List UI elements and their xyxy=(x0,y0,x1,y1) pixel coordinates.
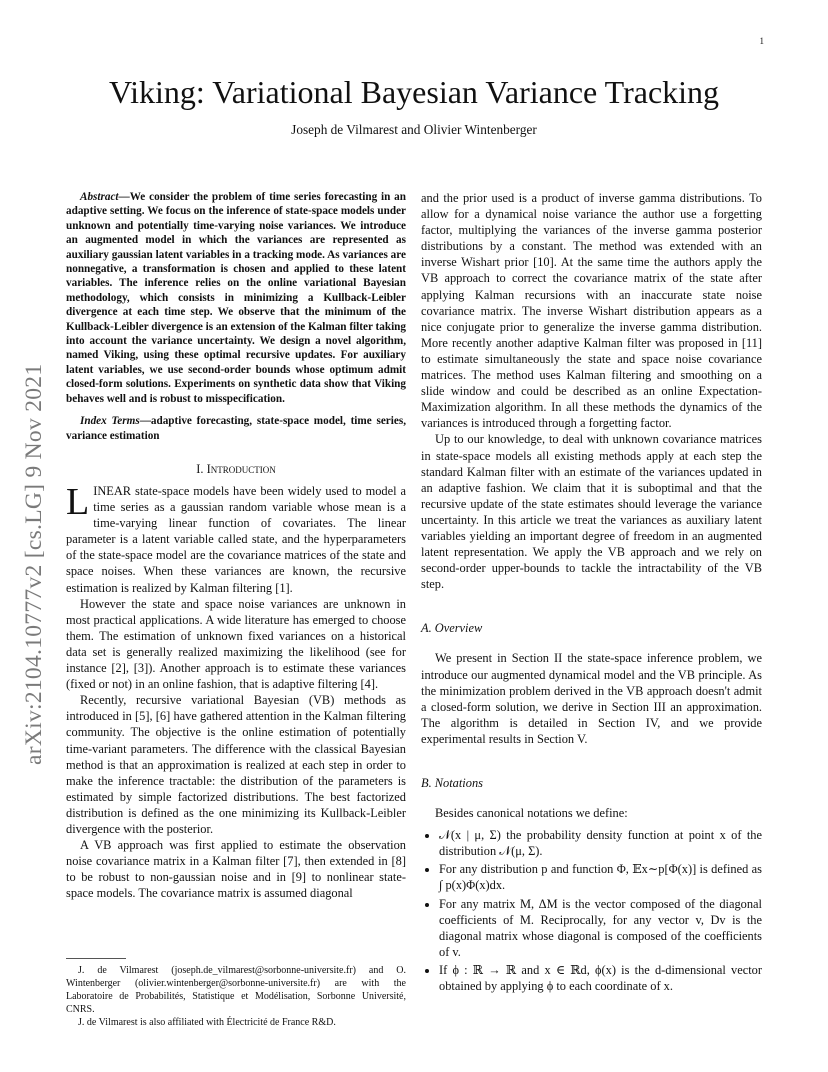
right-paragraph-1: and the prior used is a product of inverse gamma distributions. To allow for a dynamical noise variance the author use a forgetting factor, multiplying the variances of the inverse gamma posterior distributions by a constant. The method was extended with an inverse Wishart prior [10]. At the same time the authors apply the VB approach to correct the covariance matrix of the state after applying Kalman recursions with an inaccurate state noise covariance matrix. The inverse Wishart distribution appears as a nice conjugate prior to generalize the inverse gamma distribution. More recently another adaptive Kalman filter was proposed in [11] to estimate simultaneously the state and space noise covariance matrices. The method uses Kalman filtering and smoothing on a slide window and could be described as an online Expectation-Maximization algorithm. In all these methods the dynamics of the variances is introduced through a forgetting factor. xyxy=(421,191,762,431)
left-column xyxy=(66,190,406,901)
notations-intro: Besides canonical notations we define: xyxy=(435,806,628,821)
notation-item: • For any matrix M, ΔM is the vector composed of the diagonal coefficients of M. Reciprocally, for any vector v, Dv is the diagonal matrix whose diagonal is composed of the coefficients of v. xyxy=(439,896,762,960)
right-paragraph-2: Up to our knowledge, to deal with unknown covariance matrices in state-space models all existing methods apply at each step the standard Kalman filter with an estimate of the variances updated in an adaptive fashion. We claim that it is suboptimal and that the recursive update of the state estimates should leverage the variance uncertainty. In this article we treat the variances as auxiliary latent variables yielding an important degree of freedom in an augmented latent representation. We apply the VB approach and we rely on second-order upper-bounds to tackle the intractability of the VB step. xyxy=(421,432,762,592)
subsection-heading-notations: B. Notations xyxy=(421,776,483,790)
dropcap: L xyxy=(66,481,90,523)
index-terms xyxy=(66,414,406,443)
abstract-label: Abstract xyxy=(80,191,119,203)
index-terms-label: Index Terms xyxy=(80,415,140,428)
paper-authors: Joseph de Vilmarest and Olivier Wintenberger xyxy=(291,122,537,137)
section-heading-introduction: I. Introduction xyxy=(196,461,276,476)
subsection-heading-overview: A. Overview xyxy=(421,621,483,636)
footnote-edf: J. de Vilmarest is also affiliated with Électricité de France R&D. xyxy=(78,1017,336,1028)
index-terms-text: —adaptive forecasting, state-space model, time series, variance estimation xyxy=(66,415,406,442)
intro-paragraph-1 xyxy=(66,483,406,596)
arxiv-stamp: arXiv:2104.10777v2 [cs.LG] 9 Nov 2021 xyxy=(21,363,47,765)
intro-paragraph-3: Recently, recursive variational Bayesian (VB) methods as introduced in [5], [6] have gathered attention in the Kalman filtering community. The objective is the online estimation of potentially time-variant parameters. The difference with the classical Bayesian method is that an approximation is realized at each step in order to make the inference tractable: the distribution of the parameters is estimated by simple factorized distributions. The best factorized distribution is defined as the one minimizing its Kullback-Leibler divergence with the posterior. xyxy=(66,693,406,836)
footnote-affiliation: J. de Vilmarest (joseph.de_vilmarest@sorbonne-universite.fr) and O. Wintenberger (olivier.wintenberger@sorbonne-universite.fr) are with the Laboratoire de Probabilités, Statistique et Modélisation, Sorbonne Université, CNRS. xyxy=(66,965,406,1015)
intro-paragraph-4: A VB approach was first applied to estimate the observation noise covariance matrix in a Kalman filter [7], then extended in [8] to be robust to non-gaussian noise and in [9] to nonlinear state-space models. The covariance matrix is assumed diagonal xyxy=(66,838,406,901)
notations-list xyxy=(421,827,762,994)
abstract-text: —We consider the problem of time series forecasting in an adaptive setting. We focus on the inference of state-space models under unknown and potentially time-varying noise variances. We introduce an augmented model in which the variances are represented as auxiliary gaussian latent variables in a tracking mode. As variances are nonnegative, a transformation is chosen and applied to these latent variables. The inference relies on the online variational Bayesian methodology, which consists in minimizing a Kullback-Leibler divergence at each time step. We observe that the minimum of the Kullback-Leibler divergence is an extension of the Kalman filter taking into account the variance uncertainty. We design a novel algorithm, named Viking, using these optimal recursive updates. For auxiliary latent variables, we use second-order bounds whose optimum admit closed-form solutions. Experiments on synthetic data show that Viking behaves well and is robust to misspecification. xyxy=(66,191,406,405)
footnote-rule xyxy=(66,958,126,959)
overview-paragraph: We present in Section II the state-space inference problem, we introduce our augmented dynamical model and the VB principle. As the minimization problem derived in the VB approach doesn't admit a closed-form solution, we derive in Section III an approximation. The algorithm is detailed in Section IV, and we provide experimental results in Section V. xyxy=(421,651,762,746)
notation-item: • 𝒩(x | μ, Σ) the probability density function at point x of the distribution 𝒩(μ, Σ). xyxy=(439,827,762,859)
intro-paragraph-2: However the state and space noise variances are unknown in most practical applications. A wide literature has emerged to choose them. The estimation of unknown fixed variances on a historical data set is generally realized maximizing the likelihood (see for instance [2], [3]). Another approach is to estimate these variances (fixed or not) in an online fashion, that is adaptive filtering [4]. xyxy=(66,596,406,692)
paper-title: Viking: Variational Bayesian Variance Tracking xyxy=(108,74,720,110)
notation-item: • For any distribution p and function Φ, 𝔼x∼p[Φ(x)] is defined as ∫ p(x)Φ(x)dx. xyxy=(439,861,762,893)
abstract xyxy=(66,190,406,406)
notation-item: • If ϕ : ℝ → ℝ and x ∈ ℝd, ϕ(x) is the d-dimensional vector obtained by applying ϕ to each coordinate of x. xyxy=(439,962,762,994)
right-column xyxy=(421,190,762,996)
footnotes xyxy=(66,964,406,1029)
intro-paragraph-1-text: INEAR state-space models have been widely used to model a time series as a gaussian random variable whose mean is a time-varying linear function of covariates. The linear parameter is a latent variable called state, and the hyperparameters of the state-space model are the covariance matrices of the state and space noises. When these variances are known, the recursive estimation is realized by Kalman filtering [1]. xyxy=(66,484,406,595)
page-number: 1 xyxy=(759,36,764,46)
